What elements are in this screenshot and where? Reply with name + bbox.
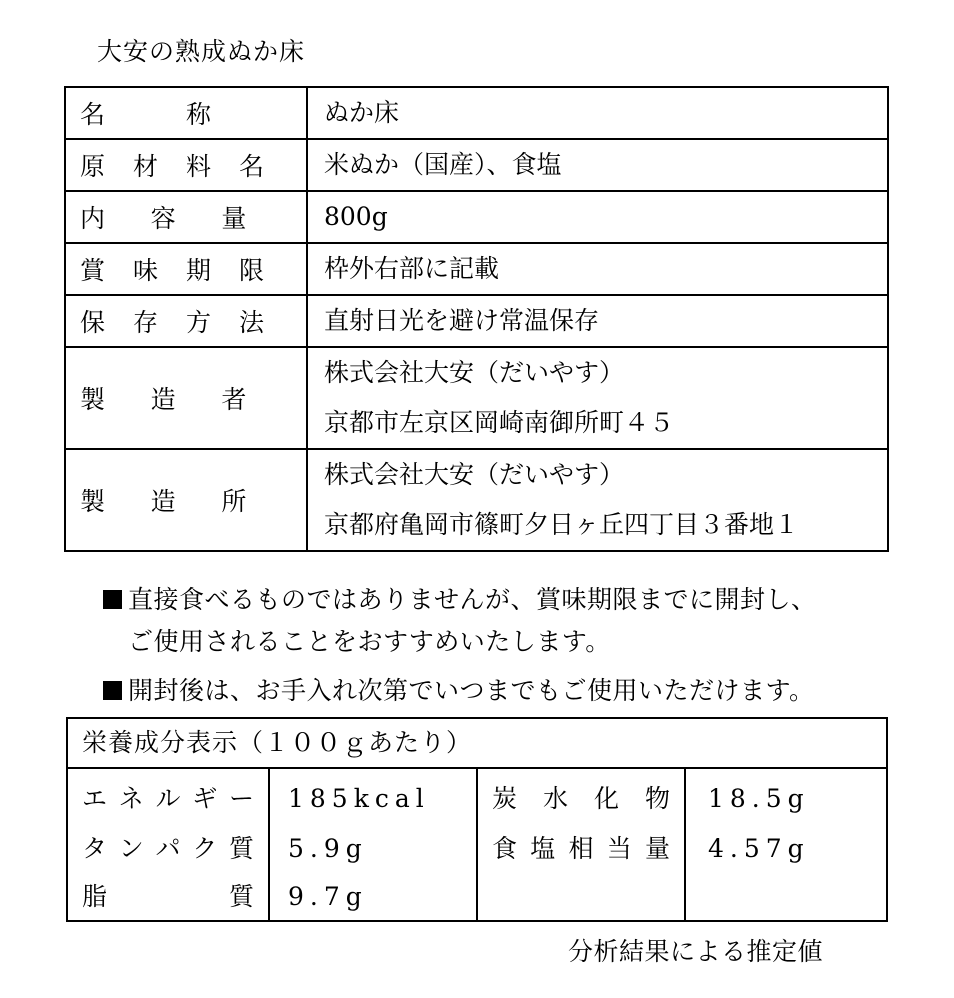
char: タ: [82, 834, 108, 863]
label-row: [65, 87, 888, 139]
char: 料: [186, 152, 212, 181]
nutrient-name: [82, 872, 254, 921]
char: 相: [568, 834, 594, 863]
label-key-text: [80, 303, 292, 339]
label-value-line: ぬか床: [324, 98, 400, 127]
char: 量: [221, 204, 247, 233]
char: 材: [133, 152, 159, 181]
label-value: [307, 347, 888, 449]
label-row: [65, 347, 888, 449]
label-value: [307, 191, 888, 243]
char: 名: [80, 100, 106, 129]
char: 称: [186, 100, 212, 129]
char: 容: [150, 204, 176, 233]
label-value: [307, 243, 888, 295]
label-key: [65, 191, 307, 243]
label-value-line: 株式会社大安（だいやす）: [324, 358, 625, 387]
label-key-text: [80, 95, 292, 131]
char: 期: [186, 256, 212, 285]
label-key-text: [80, 147, 292, 183]
label-row: [65, 243, 888, 295]
nutrition-table: [66, 717, 888, 922]
char: 物: [644, 784, 670, 813]
char: 当: [606, 834, 632, 863]
note-2: [103, 671, 815, 707]
char: 製: [80, 487, 106, 516]
nutrient-name: [82, 824, 254, 873]
note-1-text: 直接食べるものではありませんが、賞味期限までに開封し、: [128, 585, 817, 614]
char: ル: [155, 784, 181, 813]
char: エ: [82, 784, 108, 813]
label-key: [65, 87, 307, 139]
nutrition-left-names: [66, 767, 270, 922]
char: 保: [80, 308, 106, 337]
char: 炭: [492, 784, 518, 813]
label-key-text: [80, 380, 292, 416]
char: 量: [644, 834, 670, 863]
nutrient-value: 9.7g: [288, 882, 368, 911]
char: 法: [239, 308, 265, 337]
char: ン: [118, 834, 144, 863]
nutrient-value: 185kcal: [288, 784, 430, 813]
char: 方: [186, 308, 212, 337]
char: 質: [228, 882, 254, 911]
char: 内: [80, 204, 106, 233]
label-key: [65, 449, 307, 551]
label-value-line: 京都府亀岡市篠町夕日ヶ丘四丁目３番地１: [324, 510, 800, 539]
nutrition-header: 栄養成分表示（１００ｇあたり）: [66, 717, 888, 769]
note-2-text: 開封後は、お手入れ次第でいつまでもご使用いただけます。: [128, 676, 815, 705]
char: 賞: [80, 256, 106, 285]
label-value: [307, 87, 888, 139]
nutrition-right-names: [476, 767, 686, 922]
label-value-line: 直射日光を避け常温保存: [324, 306, 600, 335]
label-row: [65, 139, 888, 191]
label-key-text: [80, 251, 292, 287]
label-key-text: [80, 199, 292, 235]
char: ギ: [192, 784, 218, 813]
square-bullet-icon: [103, 681, 122, 700]
label-key-text: [80, 482, 292, 518]
label-key: [65, 139, 307, 191]
label-table: [64, 86, 889, 552]
char: 製: [80, 385, 106, 414]
label-value-line: 米ぬか（国産）、食塩: [324, 150, 562, 179]
char: 原: [80, 152, 106, 181]
label-key: [65, 347, 307, 449]
label-value-line: 枠外右部に記載: [324, 254, 500, 283]
label-row: [65, 449, 888, 551]
product-title: 大安の熟成ぬか床: [97, 37, 306, 66]
nutrient-value: 18.5g: [708, 784, 810, 813]
char: 名: [239, 152, 265, 181]
label-value-line: 800g: [324, 202, 388, 231]
square-bullet-icon: [103, 590, 122, 609]
char: 化: [593, 784, 619, 813]
char: ー: [228, 784, 254, 813]
label-key: [65, 295, 307, 347]
label-value: [307, 449, 888, 551]
label-row: [65, 191, 888, 243]
footnote: 分析結果による推定値: [568, 937, 824, 966]
char: 限: [239, 256, 265, 285]
label-value: [307, 295, 888, 347]
nutrient-value: 4.57g: [708, 834, 810, 863]
char: 造: [150, 385, 176, 414]
char: 者: [221, 385, 247, 414]
char: パ: [155, 834, 181, 863]
nutrient-value: 5.9g: [288, 834, 368, 863]
char: 質: [228, 834, 254, 863]
char: 脂: [82, 882, 108, 911]
nutrient-name: [492, 774, 670, 823]
char: 水: [542, 784, 568, 813]
char: 味: [133, 256, 159, 285]
nutrient-name: [82, 774, 254, 823]
nutrition-right-values: [684, 767, 888, 922]
label-value-line: 京都市左京区岡崎南御所町４５: [324, 408, 675, 437]
nutrition-left-values: [268, 767, 478, 922]
label-value: [307, 139, 888, 191]
char: ネ: [118, 784, 144, 813]
label-row: [65, 295, 888, 347]
label-value-line: 株式会社大安（だいやす）: [324, 460, 625, 489]
note-1-line-1: [103, 580, 817, 616]
char: 塩: [530, 834, 556, 863]
note-1-line-2: ご使用されることをおすすめいたします。: [128, 627, 611, 656]
label-key: [65, 243, 307, 295]
char: 食: [492, 834, 518, 863]
char: 存: [133, 308, 159, 337]
char: ク: [192, 834, 218, 863]
char: 所: [221, 487, 247, 516]
nutrient-name: [492, 824, 670, 873]
char: 造: [150, 487, 176, 516]
